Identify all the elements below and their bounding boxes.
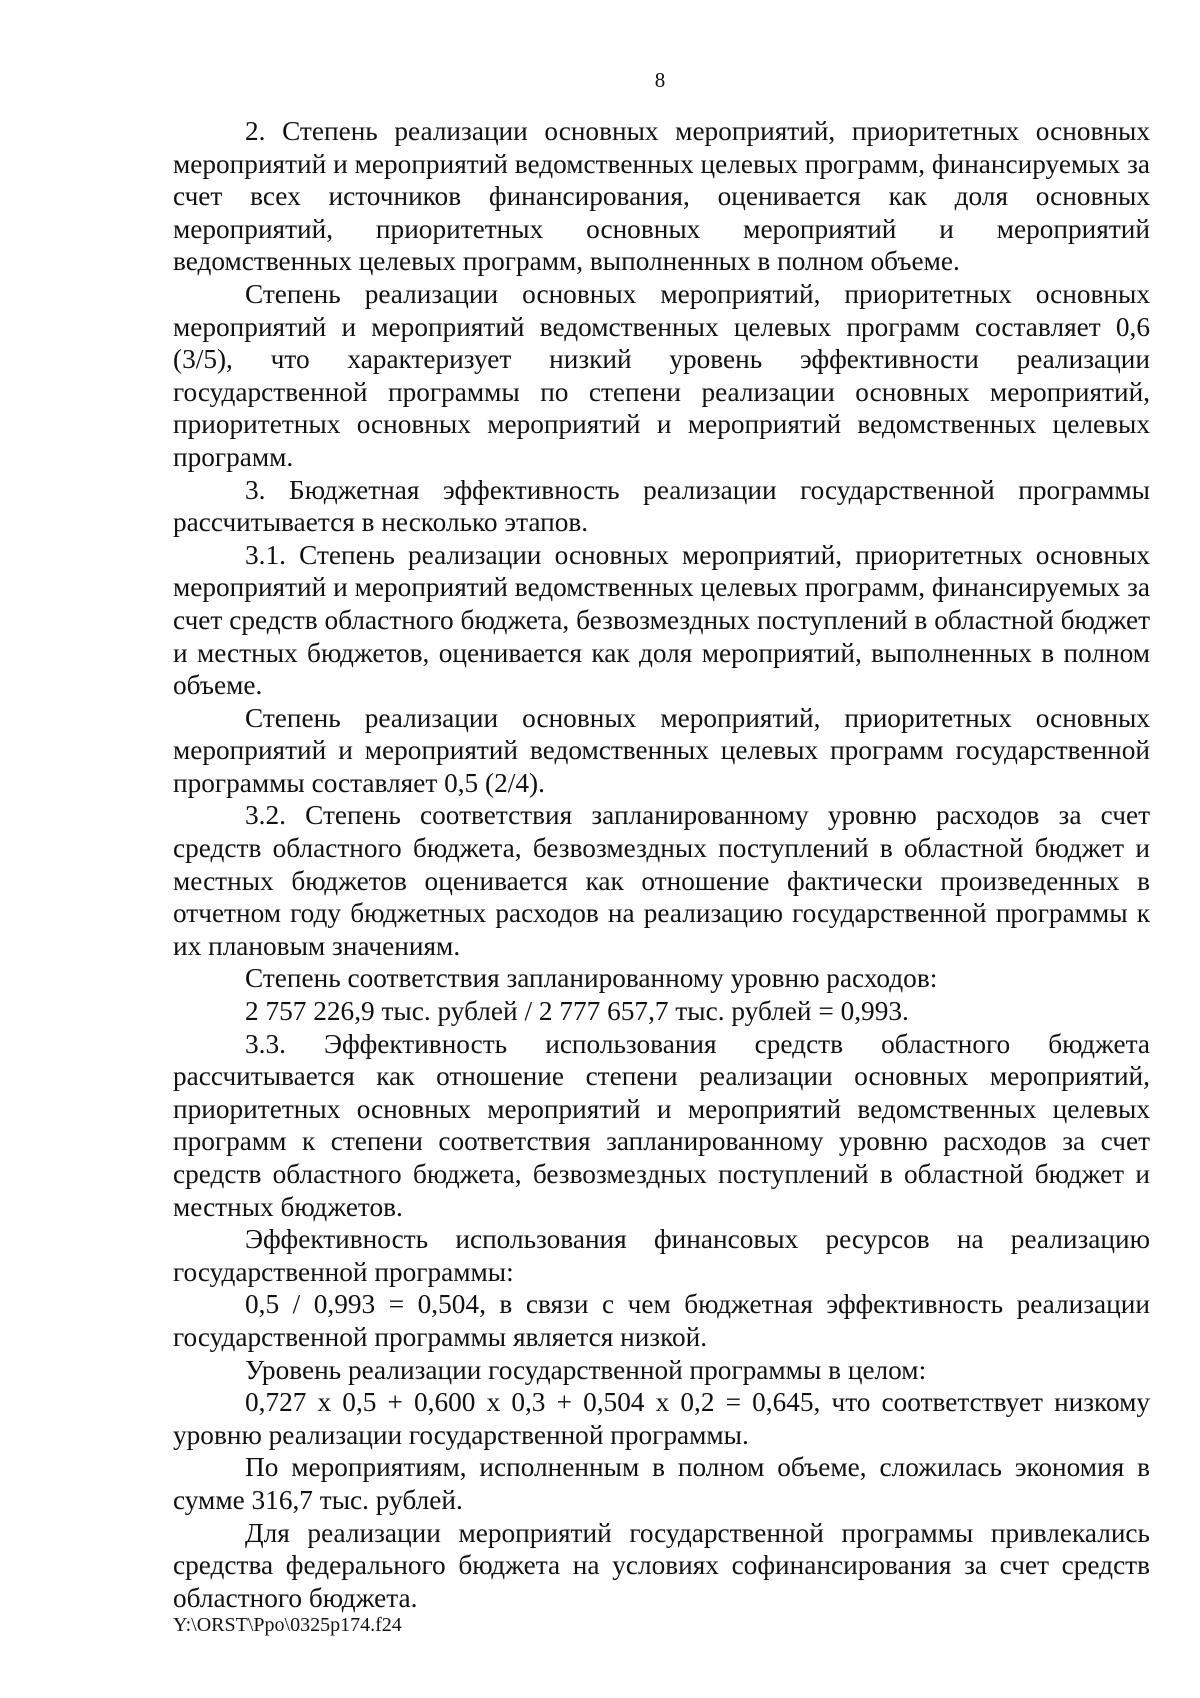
paragraph: 3.1. Степень реализации основных мероприятий, приоритетных основных мероприятий и мероприятий ведомственных целевых программ, финансируемых за счет средств областного бюджета, безвозмездных поступлений в областной бюджет и местных бюджетов, оценивается как доля мероприятий, выполненных в полном объеме. — [173, 539, 1150, 701]
paragraph: Для реализации мероприятий государственной программы привлекались средства федерального бюджета на условиях софинансирования за счет средств областного бюджета. — [173, 1517, 1150, 1613]
paragraph: По мероприятиям, исполненным в полном объеме, сложилась экономия в сумме 316,7 тыс. рублей. — [173, 1452, 1150, 1515]
page-number: 8 — [654, 68, 666, 92]
paragraph: Степень соответствия запланированному уровню расходов: — [245, 963, 938, 994]
paragraph: 2. Степень реализации основных мероприятий, приоритетных основных мероприятий и мероприятий ведомственных целевых программ, финансируемых за счет всех источников финансирования, оценивается как доля основных мероприятий, приоритетных основных мероприятий и мероприятий ведомственных целевых программ, выполненных в полном объеме. — [173, 116, 1150, 277]
document-body — [173, 115, 1150, 1614]
paragraph: 3.2. Степень соответствия запланированному уровню расходов за счет средств областного бюджета, безвозмездных поступлений в областной бюджет и местных бюджетов оценивается как отношение фактически произведенных в отчетном году бюджетных расходов на реализацию государственной программы к их плановым значениям. — [173, 800, 1150, 961]
formula-line: 0,5 / 0,993 = 0,504, в связи с чем бюджетная эффективность реализации государственной программы является низкой. — [173, 1289, 1150, 1352]
formula-line: 2 757 226,9 тыс. рублей / 2 777 657,7 тыс. рублей = 0,993. — [245, 996, 909, 1027]
paragraph: 3. Бюджетная эффективность реализации государственной программы рассчитывается в несколько этапов. — [173, 474, 1150, 538]
paragraph: 3.3. Эффективность использования средств областного бюджета рассчитывается как отношение степени реализации основных мероприятий, приоритетных основных мероприятий и мероприятий ведомственных целевых программ к степени соответствия запланированному уровню расходов за счет средств областного бюджета, безвозмездных поступлений в областной бюджет и местных бюджетов. — [173, 1028, 1150, 1222]
formula-line: 0,727 х 0,5 + 0,600 х 0,3 + 0,504 х 0,2 = 0,645, что соответствует низкому уровню реализации государственной программы. — [173, 1387, 1150, 1450]
paragraph: Степень реализации основных мероприятий, приоритетных основных мероприятий и мероприятий ведомственных целевых программ государственной программы составляет 0,5 (2/4). — [173, 702, 1150, 798]
paragraph: Эффективность использования финансовых ресурсов на реализацию государственной программы: — [173, 1224, 1150, 1287]
paragraph: Уровень реализации государственной программы в целом: — [245, 1354, 927, 1385]
footer-file-path: Y:\ORST\Ppo\0325p174.f24 — [173, 1614, 402, 1636]
paragraph: Степень реализации основных мероприятий, приоритетных основных мероприятий и мероприятий ведомственных целевых программ составляет 0,6 (3/5), что характеризует низкий уровень эффективности реализации государственной программы по степени реализации основных мероприятий, приоритетных основных мероприятий и мероприятий ведомственных целевых программ. — [173, 278, 1150, 472]
